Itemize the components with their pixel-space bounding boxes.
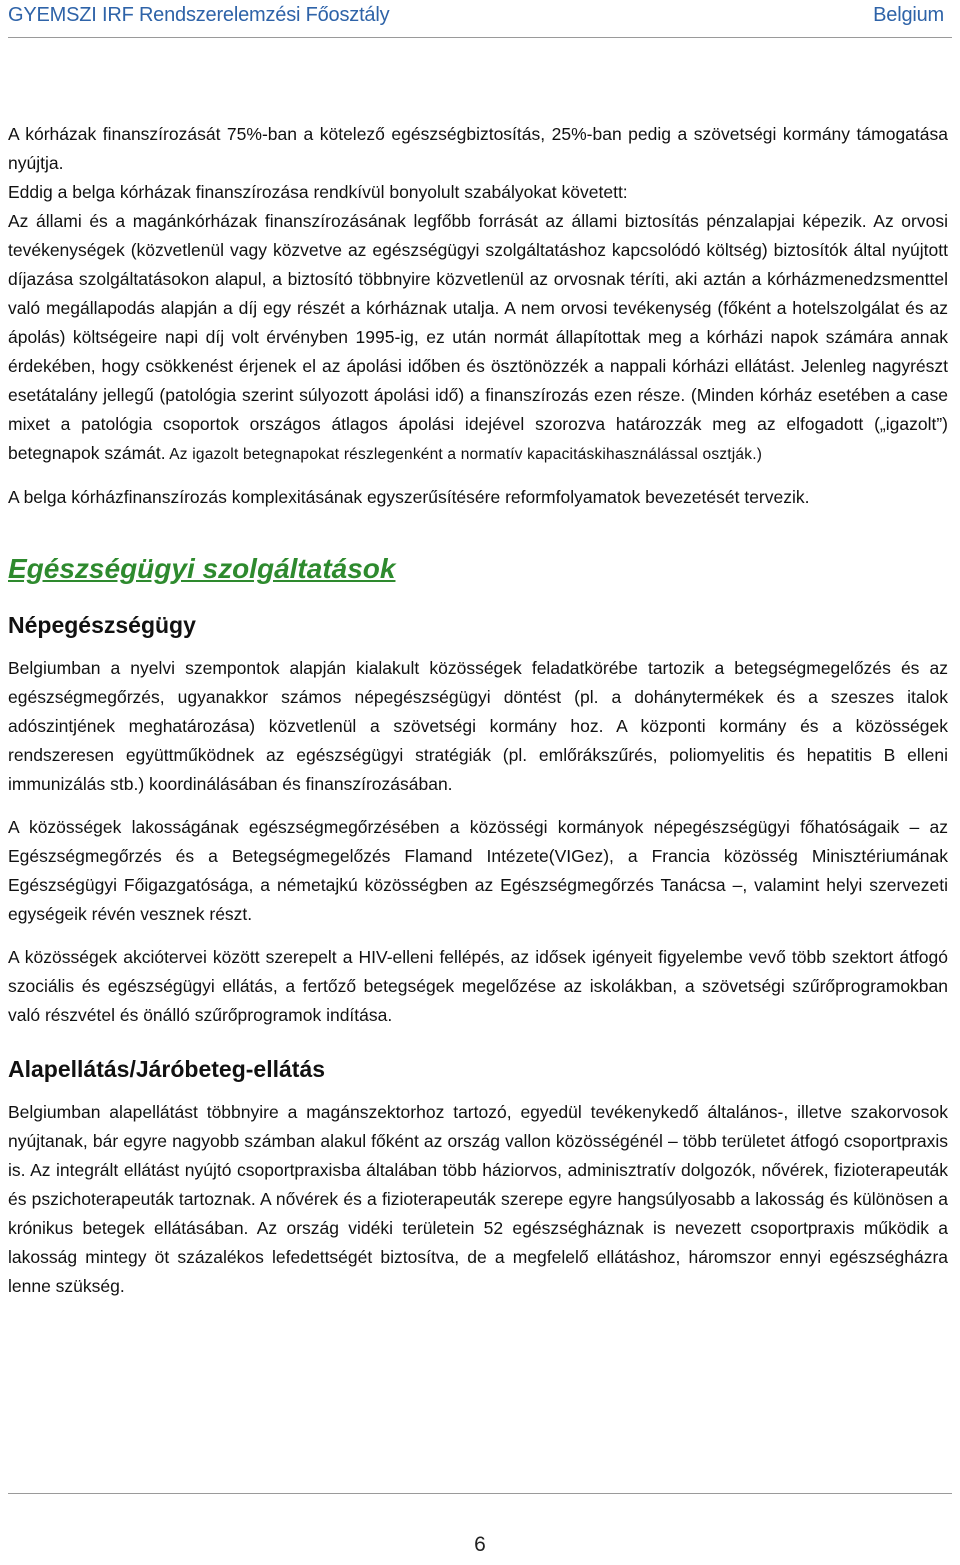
footer-divider: [8, 1493, 952, 1494]
subheading-public-health: Népegészségügy: [8, 612, 196, 638]
page-number: 6: [474, 1533, 486, 1556]
header-divider: [8, 37, 952, 38]
financing-details-note: Az igazolt betegnapokat részlegenként a normatív kapacitáskihasználással osztják.): [165, 446, 763, 463]
paragraph-financing-details: [8, 207, 948, 469]
paragraph-primary-care: Belgiumban alapellátást többnyire a magánszektorhoz tartozó, egyedül tevékenykedő általános-, illetve szakorvosok nyújtanak, bár egyre nagyobb számban alakul főként az ország vallon közösségénél – több területet átfogó csoportpraxis is. Az integrált ellátást nyújtó csoportpraxisba általában több háziorvos, adminisztratív dolgozók, nővérek, fizioterapeuták és pszichoterapeuták tartoznak. A nővérek és a fizioterapeuták szerepe egyre hangsúlyosabb a lakosság és különösen a krónikus betegek ellátásában. Az ország vidéki területein 52 egészségháznak is nevezett csoportpraxis működik a lakosság mintegy öt százalékos lefedettségét biztosítva, de a megfelelő ellátáshoz, háromszor ennyi egészségházra lenne szükség.: [8, 1102, 948, 1296]
page-header: [8, 0, 944, 30]
header-organization: GYEMSZI IRF Rendszerelemzési Főosztály: [8, 3, 390, 26]
section-title: Egészségügyi szolgáltatások: [8, 553, 396, 584]
page-content: [8, 120, 948, 1301]
paragraph-action-plans: A közösségek akciótervei között szerepelt a HIV-elleni fellépés, az idősek igényeit figyelembe vevő több szektort átfogó szociális és egészségügyi ellátás, a fertőző betegségek megelőzése az iskolákban, a szövetségi szűrőprogramokban való részvétel és önálló szűrőprogramok indítása.: [8, 947, 948, 1025]
paragraph-financing-share: A kórházak finanszírozását 75%-ban a kötelező egészségbiztosítás, 25%-ban pedig a szövetségi kormány támogatása nyújtja.: [8, 124, 948, 173]
paragraph-prevention: Belgiumban a nyelvi szempontok alapján kialakult közösségek feladatkörébe tartozik a betegségmegelőzés és az egészségmegőrzés, ugyanakkor számos népegészségügyi döntést (pl. a dohánytermékek és a szeszes italok adószintjének meghatározása) közvetlenül a szövetségi kormány hoz. A központi kormány és a közösségek rendszeresen együttműködnek az egészségügyi stratégiák (pl. emlőrákszűrés, poliomyelitis és hepatitis B elleni immunizálás stb.) koordinálásában és finanszírozásában.: [8, 658, 948, 794]
paragraph-reform: A belga kórházfinanszírozás komplexitásának egyszerűsítésére reformfolyamatok bevezetését tervezik.: [8, 487, 810, 507]
subheading-primary-care: Alapellátás/Járóbeteg-ellátás: [8, 1056, 326, 1082]
financing-details-text: Az állami és a magánkórházak finanszírozásának legfőbb forrását az állami biztosítás pénzalapjai képezik. Az orvosi tevékenységek (közvetlenül vagy közvetve az egészségügyi szolgáltatáshoz kapcsolódó költség) biztosítók által nyújtott díjazása szolgáltatásokon alapul, a biztosító többnyire közvetlenül az orvosnak téríti, aki aztán a kórházmenedzsmenttel való megállapodás alapján a díj egy részét a kórháznak utalja. A nem orvosi tevékenység (főként a hotelszolgálat és az ápolás) költségeire napi díj volt érvényben 1995-ig, ez után normát állapítottak meg a kórházi napok számára annak érdekében, hogy csökkenést érjenek el az ápolási időben és ösztönözzék a nappali kórházi ellátást. Jelenleg nagyrészt esetátalány jellegű (patológia szerint súlyozott ápolási idő) a finanszírozás ezen része. (Minden kórház esetében a case mixet a patológia csoportok országos átlagos ápolási idejével szorozva határozzák meg az elfogadott („igazolt”) betegnapok számát.: [8, 211, 948, 463]
header-country: Belgium: [873, 3, 944, 26]
paragraph-rules-intro: Eddig a belga kórházak finanszírozása rendkívül bonyolult szabályokat követett:: [8, 182, 628, 202]
paragraph-communities: A közösségek lakosságának egészségmegőrzésében a közösségi kormányok népegészségügyi főhatóságaik – az Egészségmegőrzés és a Betegségmegelőzés Flamand Intézete(VIGez), a Francia közösség Minisztériumának Egészségügyi Főigazgatósága, a németajkú közösségben az Egészségmegőrzés Tanácsa –, valamint helyi szervezeti egységeik révén vesznek részt.: [8, 817, 948, 924]
